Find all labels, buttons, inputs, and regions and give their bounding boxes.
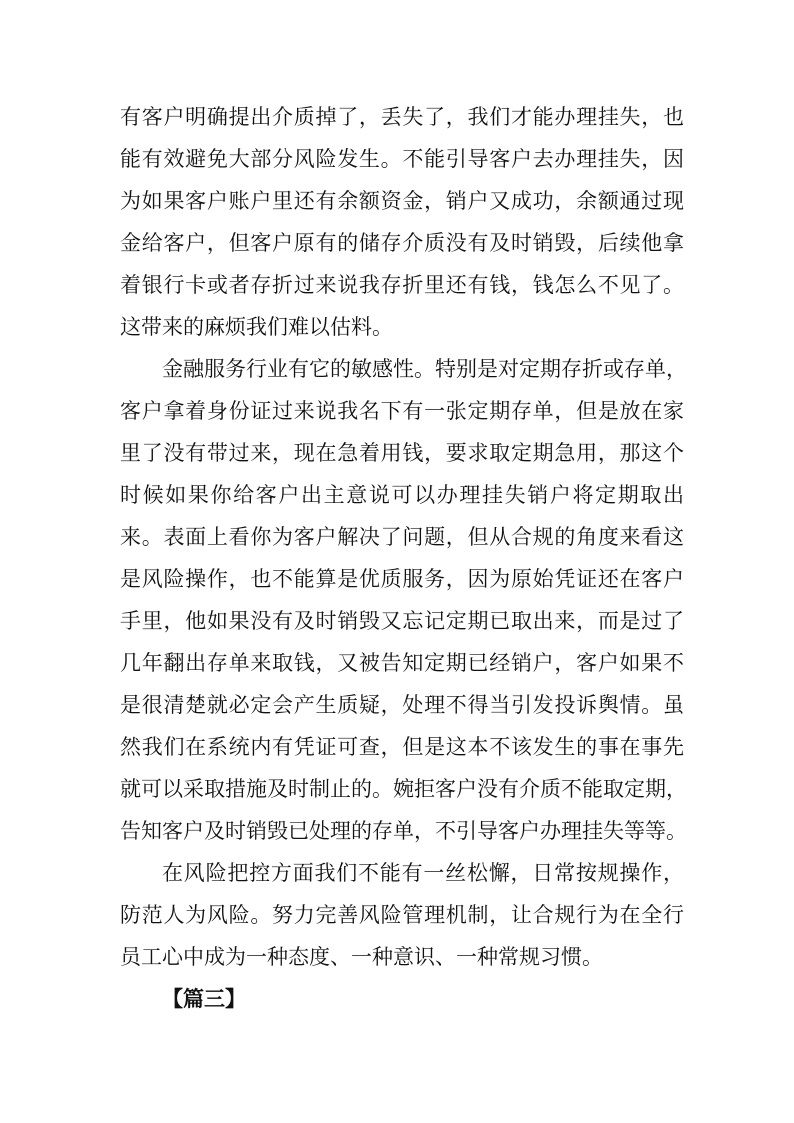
paragraph-2-line-9: 是很清楚就必定会产生质疑，处理不得当引发投诉舆情。虽 (120, 693, 684, 717)
paragraph-1-line-6: 这带来的麻烦我们难以估料。 (120, 315, 393, 339)
paragraph-1-line-4: 金给客户，但客户原有的储存介质没有及时销毁，后续他拿 (120, 231, 684, 255)
paragraph-1-line-5: 着银行卡或者存折过来说我存折里还有钱，钱怎么不见了。 (120, 273, 684, 297)
paragraph-3-line-3: 员工心中成为一种态度、一种意识、一种常规习惯。 (120, 945, 603, 969)
paragraph-1-line-1: 有客户明确提出介质掉了，丢失了，我们才能办理挂失，也 (120, 105, 684, 129)
paragraph-2-line-2: 客户拿着身份证过来说我名下有一张定期存单，但是放在家 (120, 399, 684, 423)
paragraph-2-line-10: 然我们在系统内有凭证可查，但是这本不该发生的事在事先 (120, 735, 684, 759)
paragraph-2-line-3: 里了没有带过来，现在急着用钱，要求取定期急用，那这个 (120, 441, 684, 465)
section-heading: 【篇三】 (162, 986, 246, 1011)
paragraph-1-line-2: 能有效避免大部分风险发生。不能引导客户去办理挂失，因 (120, 147, 684, 171)
paragraph-3-line-1: 在风险把控方面我们不能有一丝松懈，日常按规操作， (162, 861, 684, 885)
paragraph-2-line-7: 手里，他如果没有及时销毁又忘记定期已取出来，而是过了 (120, 609, 684, 633)
paragraph-2-line-5: 来。表面上看你为客户解决了问题，但从合规的角度来看这 (120, 525, 684, 549)
paragraph-2-line-11: 就可以采取措施及时制止的。婉拒客户没有介质不能取定期， (120, 777, 687, 801)
paragraph-1-line-3: 为如果客户账户里还有余额资金，销户又成功，余额通过现 (120, 189, 684, 213)
paragraph-2-line-4: 时候如果你给客户出主意说可以办理挂失销户将定期取出 (120, 483, 684, 507)
paragraph-2-line-12: 告知客户及时销毁已处理的存单，不引导客户办理挂失等等。 (120, 819, 687, 843)
paragraph-2-line-8: 几年翻出存单来取钱，又被告知定期已经销户，客户如果不 (120, 651, 684, 675)
paragraph-2-line-6: 是风险操作，也不能算是优质服务，因为原始凭证还在客户 (120, 567, 684, 591)
document-page (120, 96, 687, 1020)
paragraph-3-line-2: 防范人为风险。努力完善风险管理机制，让合规行为在全行 (120, 903, 684, 927)
paragraph-2-line-1: 金融服务行业有它的敏感性。特别是对定期存折或存单， (162, 357, 687, 381)
